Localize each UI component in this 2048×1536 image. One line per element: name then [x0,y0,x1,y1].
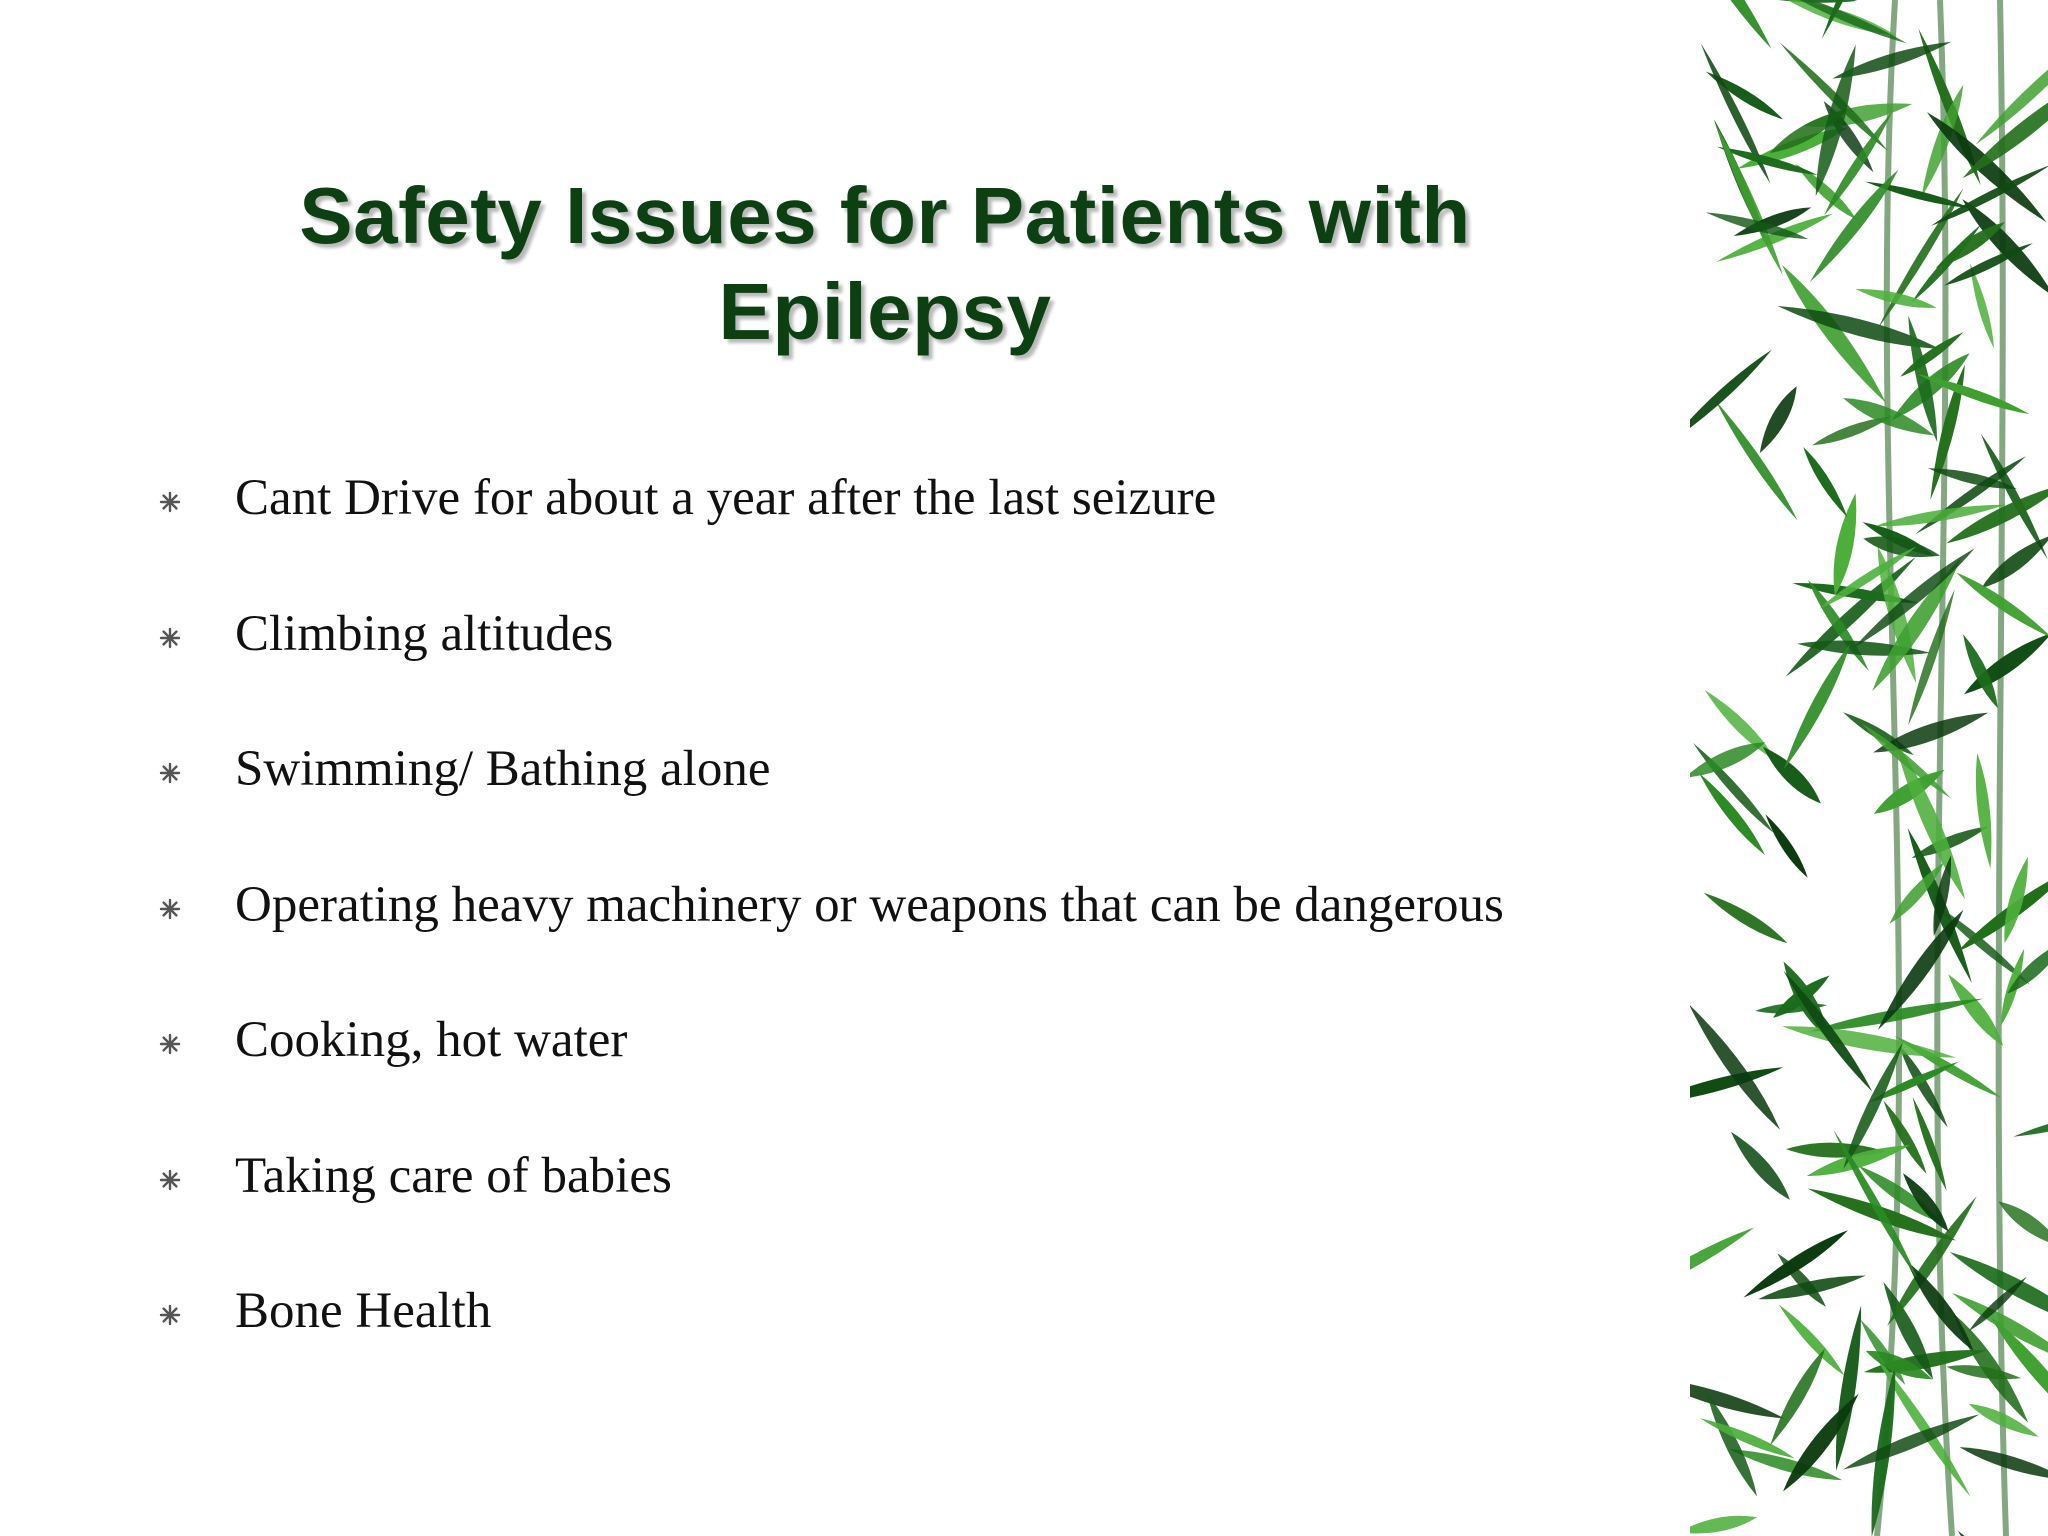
bamboo-leaves-image [1690,0,2048,1536]
asterisk-bullet-icon [157,1031,183,1057]
bullet-text: Cooking, hot water [235,1012,628,1068]
asterisk-bullet-icon [157,760,183,786]
asterisk-bullet-icon [157,896,183,922]
asterisk-bullet-icon [157,625,183,651]
slide-title-line-2: Epilepsy [718,267,1052,356]
bullet-text: Climbing altitudes [235,605,614,662]
bamboo-leaves [1690,0,2048,1536]
bullet-text: Taking care of babies [235,1147,672,1204]
slide-title-line-1: Safety Issues for Patients with [299,171,1471,260]
bullet-text: Operating heavy machinery or weapons that can be dangerous [235,876,1504,933]
asterisk-bullet-icon [157,1167,183,1193]
bullet-text: Cant Drive for about a year after the last seizure [235,470,1217,526]
bullet-text: Swimming/ Bathing alone [235,741,771,797]
asterisk-bullet-icon [157,489,183,515]
bullet-text: Bone Health [235,1283,492,1339]
asterisk-bullet-icon [157,1302,183,1328]
slide-title [160,168,1610,360]
